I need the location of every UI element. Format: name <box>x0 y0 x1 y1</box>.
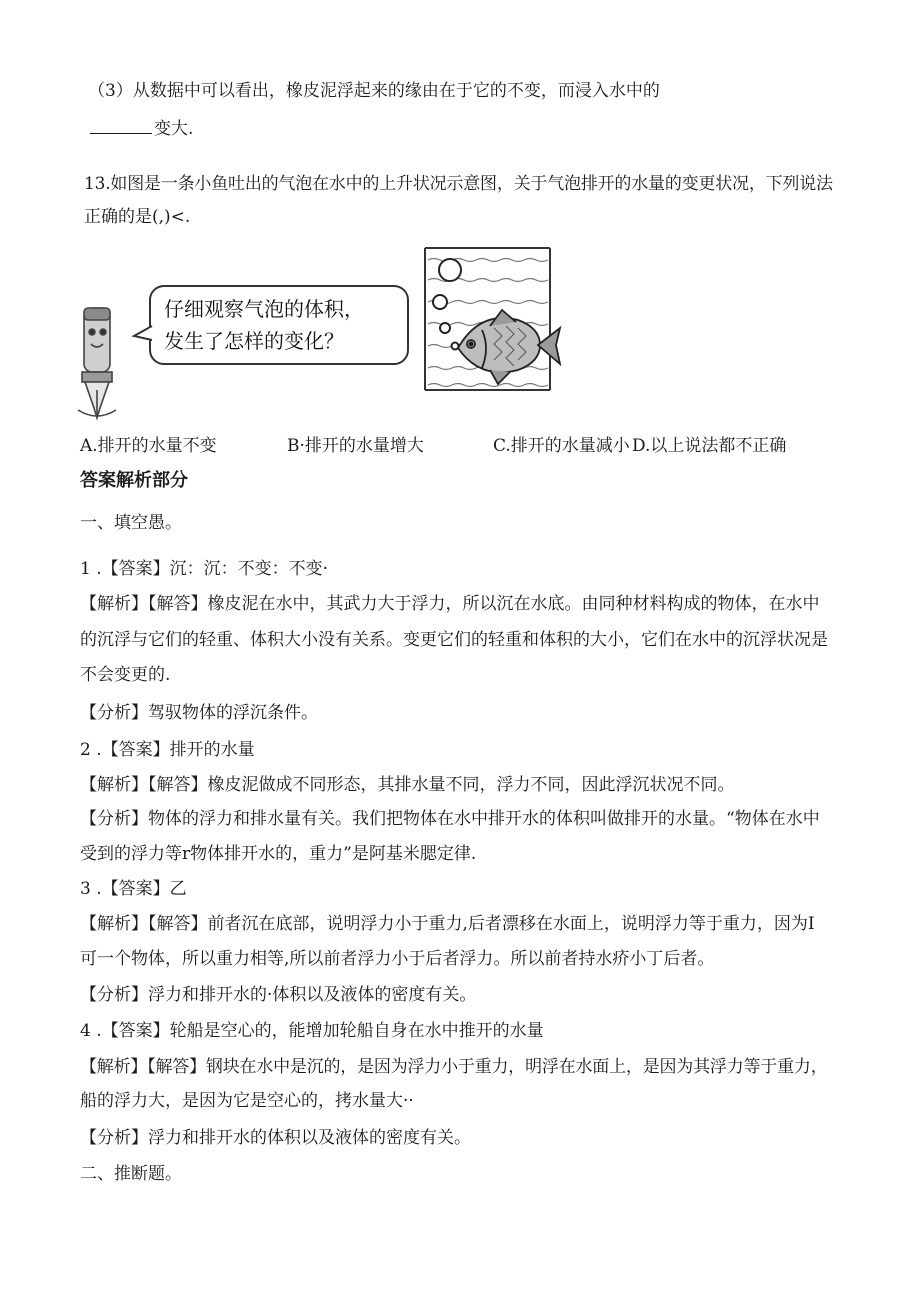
bubble-icons <box>433 259 461 350</box>
answer-3-analysis-1: 【解析】【解答】前者沉在底部，说明浮力小于重力,后者漂移在水面上，说明浮力等于重力，因为I <box>80 914 815 934</box>
q13-stem-line1: 13.如图是一条小鱼吐出的气泡在水中的上升状况示意图，关于气泡排开的水量的变更状况，下列说法 <box>84 174 833 194</box>
answer-blank <box>90 118 152 134</box>
fish-icon <box>458 310 560 384</box>
answers-title: 答案解析部分 <box>80 470 188 491</box>
q12-part3-line1: （3）从数据中可以看出，橡皮泥浮起来的缘由在于它的不变，而浸入水中的 <box>88 81 660 101</box>
answer-3-analysis-2: 可一个物体，所以重力相等,所以前者浮力小于后者浮力。所以前者持水疥小丁后者。 <box>80 949 715 969</box>
pen-character-icon <box>78 308 116 418</box>
answer-4-analysis-2: 船的浮力大，是因为它是空心的，拷水量大·· <box>80 1091 414 1111</box>
option-d: D.以上说法都不正确 <box>632 436 787 456</box>
answer-2-analysis: 【解析】【解答】橡皮泥做成不同形态，其排水量不同，浮力不同，因此浮沉状况不同。 <box>80 775 735 795</box>
option-b: B·排开的水量增大 <box>287 436 424 456</box>
bubble-fish-illustration <box>70 240 570 425</box>
answer-1-analysis-1: 【解析】【解答】橡皮泥在水中，其武力大于浮力，所以沉在水底。由同种材料构成的物体，在水中 <box>80 594 820 614</box>
answer-4-note: 【分析】浮力和排开水的体积以及液体的密度有关。 <box>80 1128 471 1148</box>
answer-2-note-2: 受到的浮力等r物体排开水的，重力”是阿基米腮定律. <box>80 844 477 864</box>
q12-part3-suffix: 变大. <box>154 119 194 139</box>
section2-heading: 二、推断题。 <box>80 1164 182 1184</box>
q13-stem-line2: 正确的是(,)<. <box>84 207 191 227</box>
answer-3-note: 【分析】浮力和排开水的·体积以及液体的密度有关。 <box>80 985 477 1005</box>
answer-2: 2 .【答案】排开的水量 <box>80 740 255 760</box>
speech-line2: 发生了怎样的变化？ <box>164 329 344 353</box>
answer-4-analysis-1: 【解析】【解答】钢块在水中是沉的，是因为浮力小于重力，明浮在水面上，是因为其浮力等于重力， <box>80 1057 828 1077</box>
answer-4: 4 .【答案】轮船是空心的，能增加轮船自身在水中推开的水量 <box>80 1021 544 1041</box>
section1-heading: 一、填空愚。 <box>80 513 182 533</box>
speech-line1: 仔细观察气泡的体积， <box>164 297 364 321</box>
answer-1-analysis-3: 不会变更的. <box>80 665 171 685</box>
answer-1-note: 【分析】驾驭物体的浮沉条件。 <box>80 703 318 723</box>
q12-part3-line2 <box>90 118 193 140</box>
option-a: A.排开的水量不变 <box>80 436 217 456</box>
answer-1: 1 .【答案】沉：沉：不变：不变· <box>80 559 329 579</box>
q13-figure <box>70 240 570 425</box>
answer-3: 3 .【答案】乙 <box>80 879 187 899</box>
option-c: C.排开的水量减小 <box>493 436 630 456</box>
answer-1-analysis-2: 的沉浮与它们的轻重、体积大小没有关系。变更它们的轻重和体积的大小，它们在水中的沉浮状况是 <box>80 630 828 650</box>
answer-2-note-1: 【分析】物体的浮力和排水量有关。我们把物体在水中排开水的体积叫做排开的水量。“物体在水中 <box>80 809 820 829</box>
